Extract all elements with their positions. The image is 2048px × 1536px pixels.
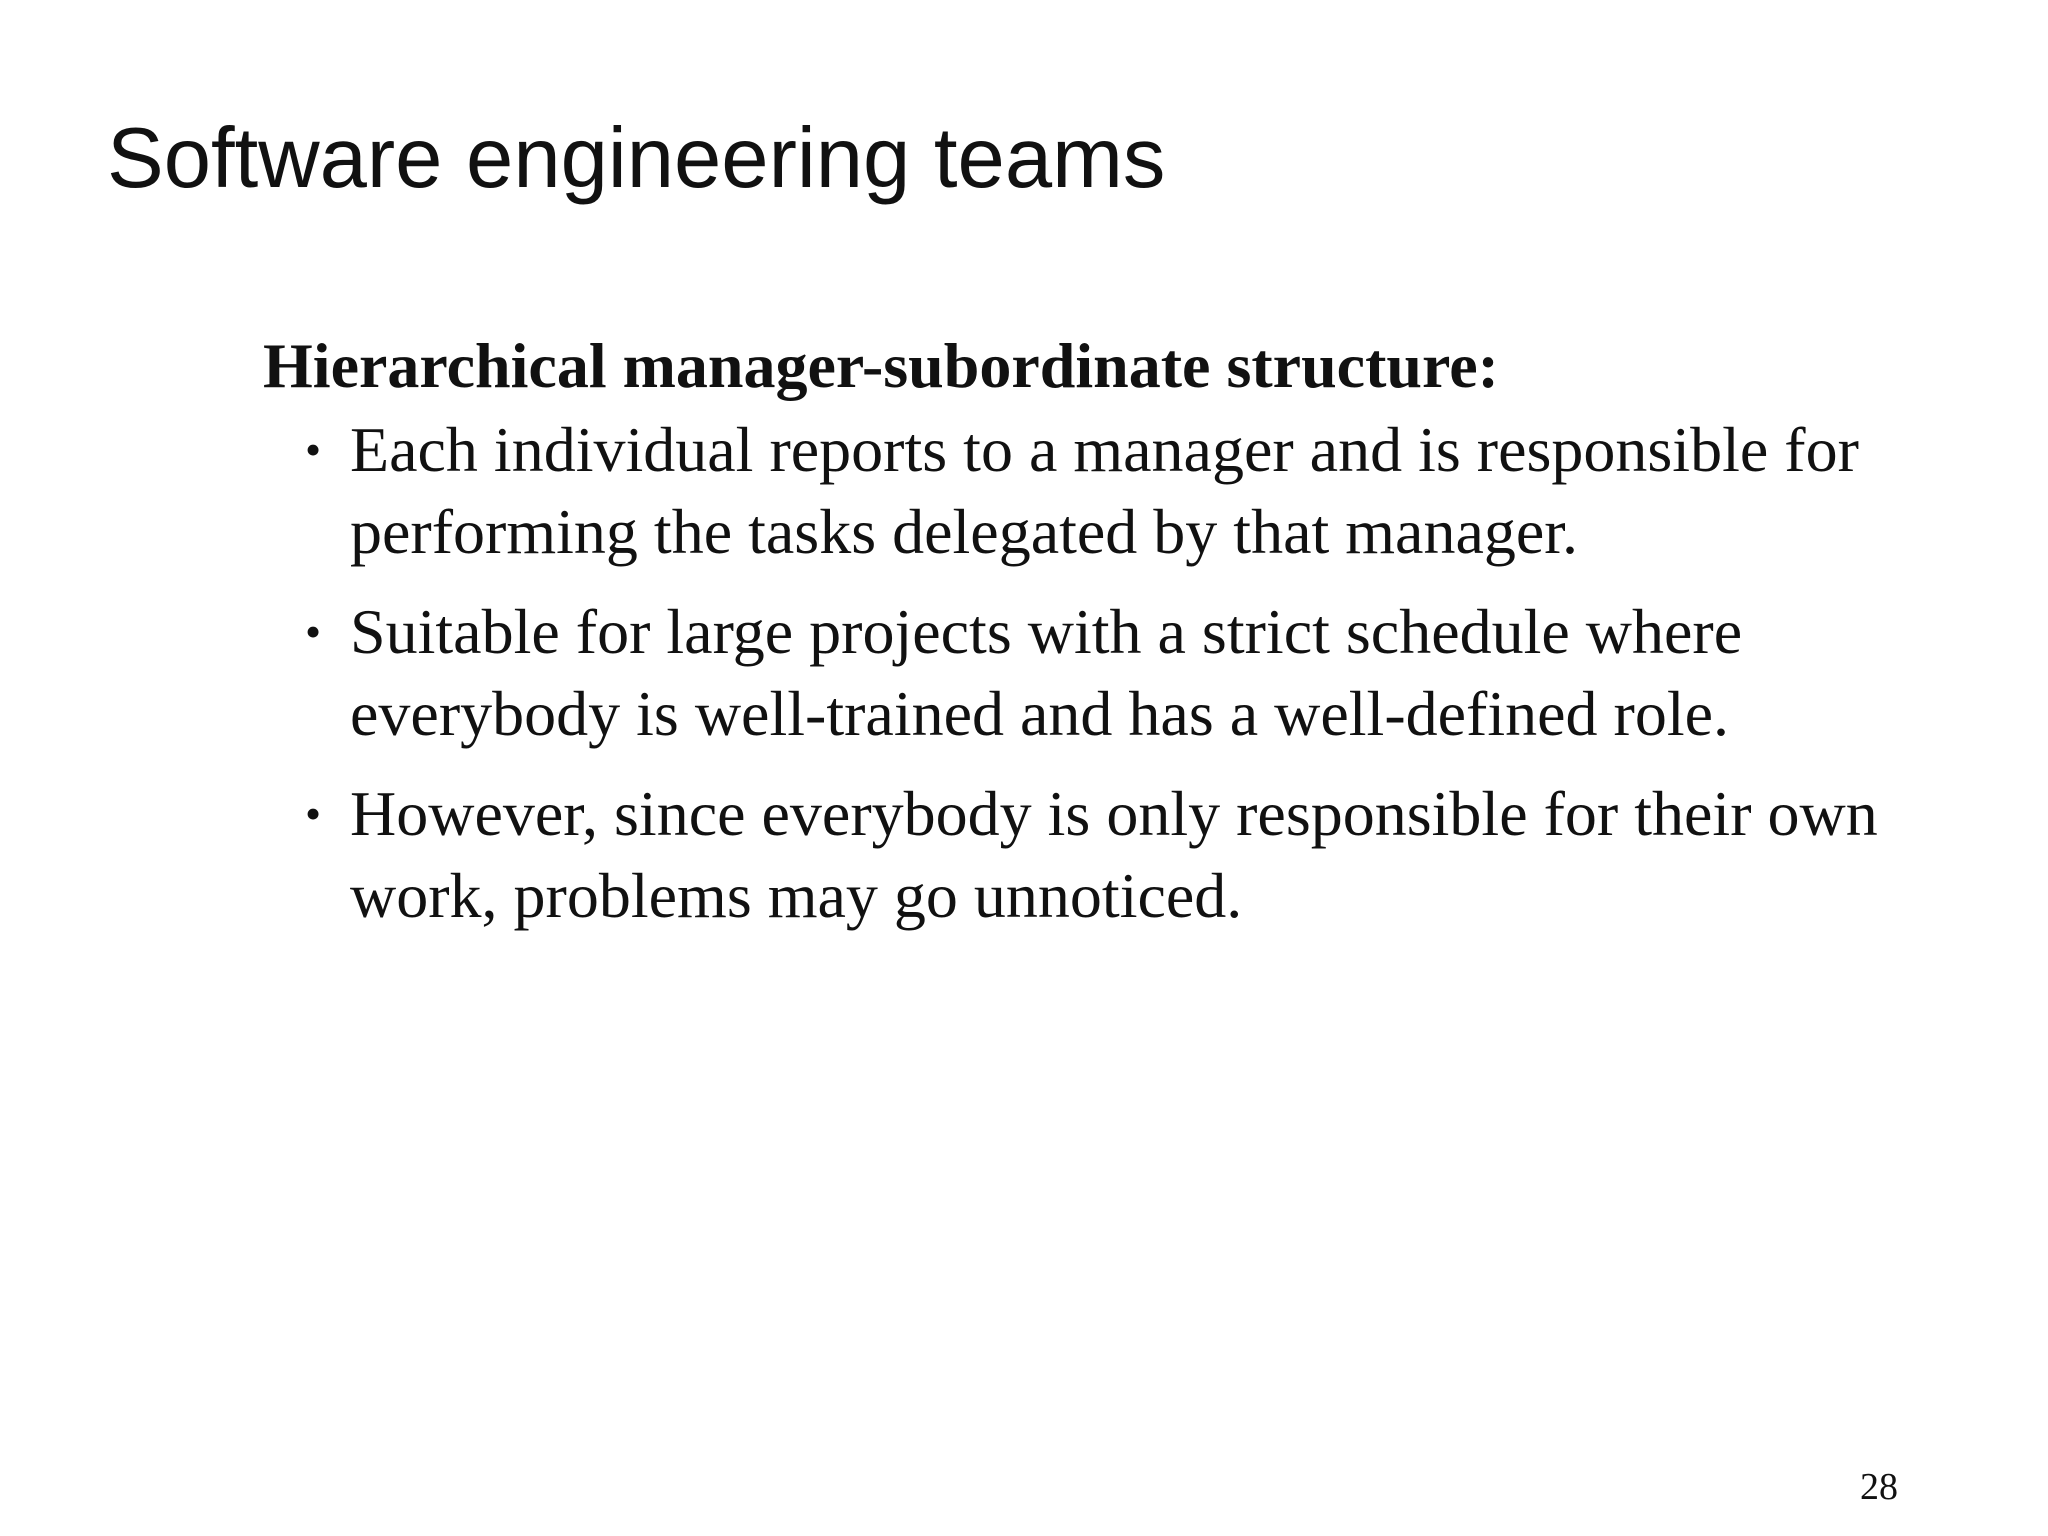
bullet-text: Each individual reports to a manager and is responsible for performing the tasks delegated by that manager. [350,414,1859,567]
bullet-icon: • [305,424,322,475]
bullet-icon: • [305,606,322,657]
bullet-item [263,591,1903,755]
bullet-text: However, since everybody is only responsible for their own work, problems may go unnoticed. [350,778,1878,931]
bullet-list [263,409,1903,937]
slide-title: Software engineering teams [107,111,1166,206]
slide-content [263,325,1903,937]
bullet-item [263,773,1903,937]
page-number: 28 [1860,1466,1898,1508]
bullet-item [263,409,1903,573]
bullet-text: Suitable for large projects with a strict schedule where everybody is well-trained and has a well-defined role. [350,596,1743,749]
bullet-icon: • [305,788,322,839]
section-heading: Hierarchical manager-subordinate structure: [263,330,1499,401]
